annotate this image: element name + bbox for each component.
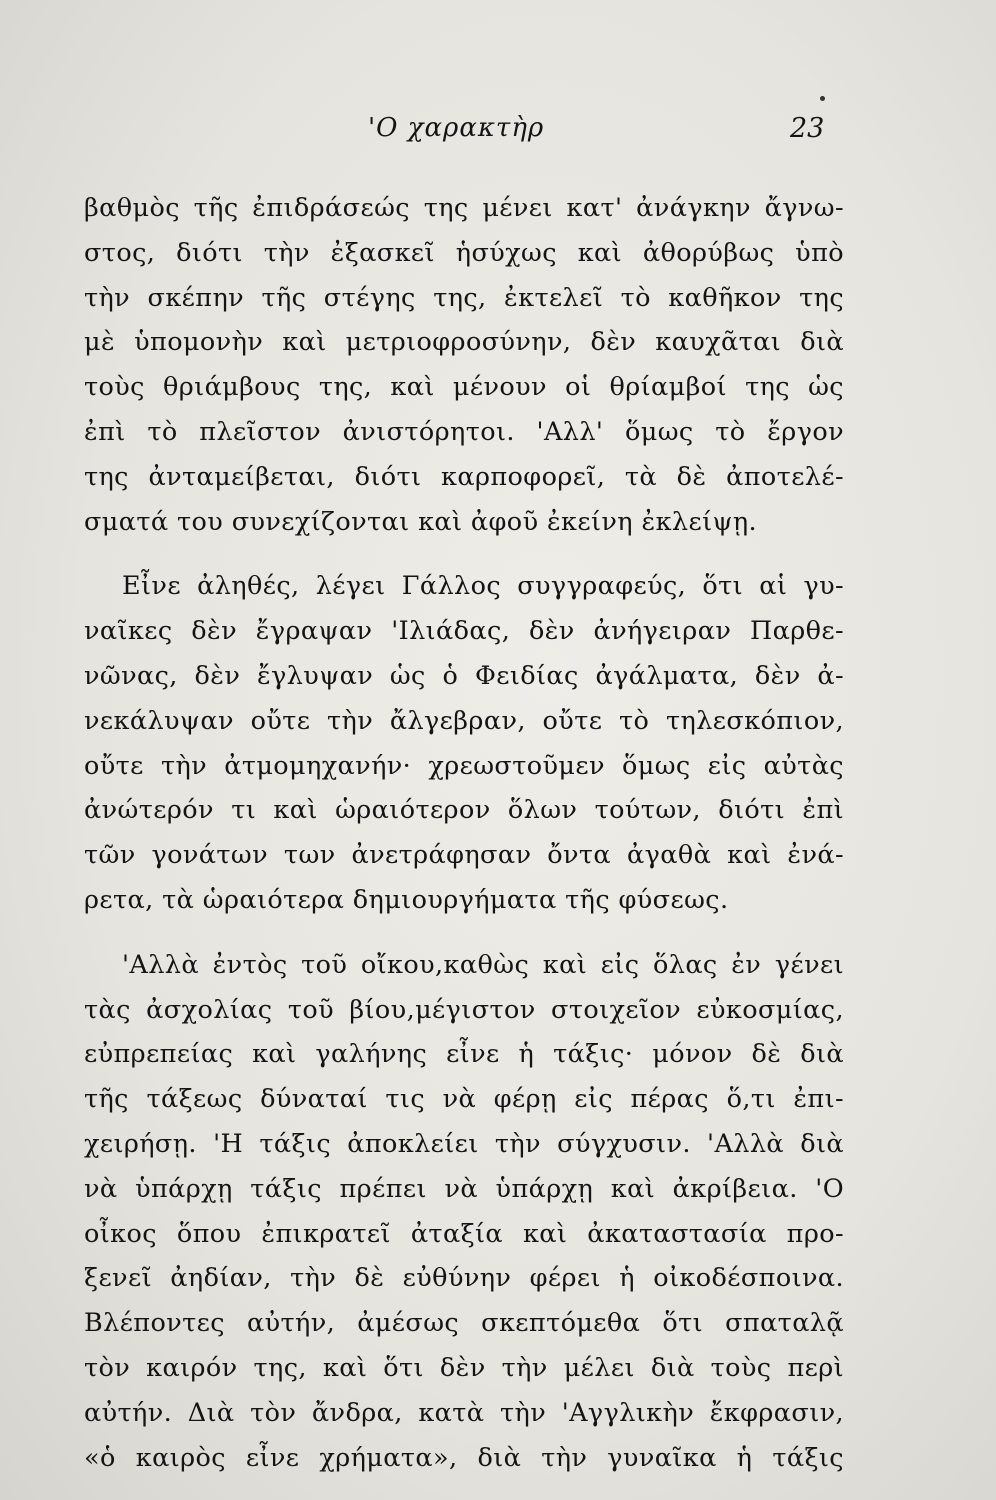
text-line: «ὁ καιρὸς εἶνε χρήματα», διὰ τὴν γυναῖκα ἡ τάξις (84, 1442, 844, 1473)
text-line: αὐτήν. Διὰ τὸν ἄνδρα, κατὰ τὴν 'Αγγλικὴν ἔκφρασιν, (84, 1397, 844, 1428)
text-line: νεκάλυψαν οὔτε τὴν ἄλγεβραν, οὔτε τὸ τηλεσκόπιον, (84, 705, 844, 736)
printing-speck (820, 96, 825, 101)
body-text (84, 186, 844, 1480)
text-line: Βλέποντες αὐτήν, ἀμέσως σκεπτόμεθα ὅτι σπαταλᾷ (84, 1308, 844, 1339)
text-line: ἀνώτερόν τι καὶ ὡραιότερον ὅλων τούτων, διότι ἐπὶ (84, 795, 844, 826)
text-line: ναῖκες δὲν ἔγραψαν 'Ιλιάδας, δὲν ἀνήγειραν Παρθε- (84, 616, 844, 647)
running-head: 'Ο χαρακτὴρ (368, 113, 545, 143)
text-line: Εἶνε ἀληθές, λέγει Γάλλος συγγραφεύς, ὅτι αἱ γυ- (122, 571, 844, 602)
text-line: οἶκος ὅπου ἐπικρατεῖ ἀταξία καὶ ἀκαταστασία προ- (84, 1218, 844, 1249)
text-line: της ἀνταμείβεται, διότι καρποφορεῖ, τὰ δὲ ἀποτελέ- (84, 461, 844, 492)
text-line: ρετα, τὰ ὡραιότερα δημιουργήματα τῆς φύσεως. (84, 884, 729, 915)
paragraph-3 (84, 943, 844, 1481)
text-line: νὰ ὑπάρχῃ τάξις πρέπει νὰ ὑπάρχῃ καὶ ἀκρίβεια. 'Ο (84, 1173, 844, 1204)
text-line: νῶνας, δὲν ἔγλυψαν ὡς ὁ Φειδίας ἀγάλματα, δὲν ἀ- (84, 660, 844, 691)
text-line: βαθμὸς τῆς ἐπιδράσεώς της μένει κατ' ἀνάγκην ἄγνω- (84, 193, 844, 223)
text-line: τὴν σκέπην τῆς στέγης της, ἐκτελεῖ τὸ καθῆκον της (84, 282, 844, 313)
text-line: ἐπὶ τὸ πλεῖστον ἀνιστόρητοι. 'Αλλ' ὅμως τὸ ἔργον (84, 416, 844, 447)
paragraph-1 (84, 186, 844, 544)
text-line: 'Αλλὰ ἐντὸς τοῦ οἴκου,καθὼς καὶ εἰς ὅλας ἐν γένει (122, 949, 844, 980)
page-number: 23 (790, 113, 825, 144)
text-line: μὲ ὑπομονὴν καὶ μετριοφροσύνην, δὲν καυχᾶται διὰ (84, 327, 844, 358)
text-line: τῆς τάξεως δύναταί τις νὰ φέρῃ εἰς πέρας ὅ,τι ἐπι- (84, 1084, 844, 1115)
text-line: σματά του συνεχίζονται καὶ ἀφοῦ ἐκείνη ἐκλείψῃ. (84, 506, 758, 537)
text-line: τὸν καιρόν της, καὶ ὅτι δὲν τὴν μέλει διὰ τοὺς περὶ (84, 1352, 844, 1383)
text-line: χειρήσῃ. 'Η τάξις ἀποκλείει τὴν σύγχυσιν. 'Αλλὰ διὰ (84, 1128, 844, 1159)
text-line: εὐπρεπείας καὶ γαλήνης εἶνε ἡ τάξις· μόνον δὲ διὰ (84, 1039, 844, 1070)
text-line: ξενεῖ ἀηδίαν, τὴν δὲ εὐθύνην φέρει ἡ οἰκοδέσποινα. (84, 1263, 844, 1294)
text-line: οὔτε τὴν ἀτμομηχανήν· χρεωστοῦμεν ὅμως εἰς αὐτὰς (84, 750, 844, 781)
text-line: στος, διότι τὴν ἐξασκεῖ ἡσύχως καὶ ἀθορύβως ὑπὸ (84, 237, 844, 268)
text-line: τοὺς θριάμβους της, καὶ μένουν οἱ θρίαμβοί της ὡς (84, 372, 844, 403)
paragraph-2 (84, 564, 844, 922)
text-line: τῶν γονάτων των ἀνετράφησαν ὄντα ἀγαθὰ καὶ ἐνά- (84, 840, 844, 871)
text-line: τὰς ἀσχολίας τοῦ βίου,μέγιστον στοιχεῖον εὐκοσμίας, (84, 994, 844, 1025)
